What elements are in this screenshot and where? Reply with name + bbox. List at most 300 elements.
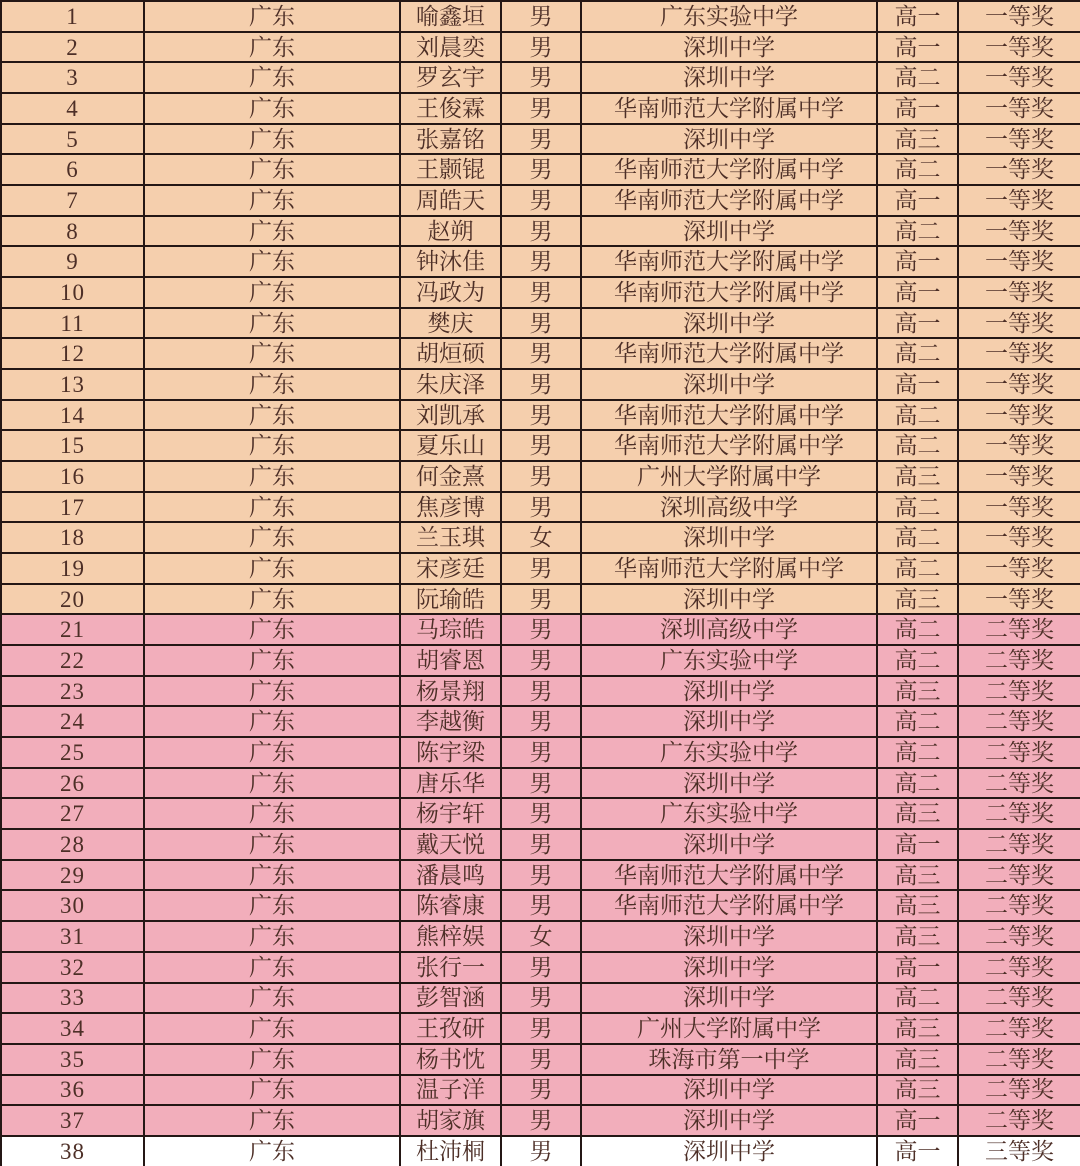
cell-student-name: 喻鑫垣	[400, 1, 501, 32]
cell-grade: 高三	[877, 798, 958, 829]
cell-grade: 高二	[877, 614, 958, 645]
cell-province: 广东	[144, 32, 400, 63]
cell-grade: 高三	[877, 461, 958, 492]
cell-award: 二等奖	[958, 952, 1080, 983]
table-row	[1, 338, 1080, 369]
cell-rank: 19	[1, 553, 144, 584]
cell-rank: 20	[1, 584, 144, 615]
cell-grade: 高二	[877, 62, 958, 93]
cell-gender: 女	[501, 921, 581, 952]
cell-rank: 38	[1, 1136, 144, 1166]
cell-school: 华南师范大学附属中学	[581, 277, 877, 308]
cell-province: 广东	[144, 584, 400, 615]
cell-rank: 1	[1, 1, 144, 32]
cell-province: 广东	[144, 706, 400, 737]
cell-student-name: 焦彦博	[400, 492, 501, 523]
cell-gender: 男	[501, 737, 581, 768]
cell-rank: 4	[1, 93, 144, 124]
cell-gender: 男	[501, 553, 581, 584]
cell-rank: 8	[1, 216, 144, 247]
table-row	[1, 614, 1080, 645]
cell-school: 深圳中学	[581, 1075, 877, 1106]
table-row	[1, 553, 1080, 584]
cell-school: 华南师范大学附属中学	[581, 553, 877, 584]
cell-province: 广东	[144, 400, 400, 431]
cell-rank: 17	[1, 492, 144, 523]
cell-award: 二等奖	[958, 921, 1080, 952]
cell-award: 一等奖	[958, 1, 1080, 32]
table-row	[1, 246, 1080, 277]
cell-student-name: 钟沐佳	[400, 246, 501, 277]
table-row	[1, 1136, 1080, 1166]
cell-award: 二等奖	[958, 890, 1080, 921]
table-row	[1, 216, 1080, 247]
cell-grade: 高一	[877, 93, 958, 124]
cell-student-name: 陈宇梁	[400, 737, 501, 768]
cell-province: 广东	[144, 369, 400, 400]
cell-award: 二等奖	[958, 1075, 1080, 1106]
cell-grade: 高一	[877, 32, 958, 63]
cell-grade: 高三	[877, 1075, 958, 1106]
cell-award: 二等奖	[958, 860, 1080, 891]
cell-gender: 男	[501, 890, 581, 921]
table-row	[1, 829, 1080, 860]
cell-province: 广东	[144, 645, 400, 676]
cell-school: 华南师范大学附属中学	[581, 185, 877, 216]
cell-province: 广东	[144, 890, 400, 921]
cell-award: 二等奖	[958, 737, 1080, 768]
cell-student-name: 周皓天	[400, 185, 501, 216]
cell-grade: 高二	[877, 216, 958, 247]
cell-grade: 高一	[877, 246, 958, 277]
cell-school: 深圳高级中学	[581, 614, 877, 645]
cell-grade: 高一	[877, 952, 958, 983]
cell-rank: 35	[1, 1044, 144, 1075]
cell-province: 广东	[144, 277, 400, 308]
cell-rank: 22	[1, 645, 144, 676]
table-row	[1, 860, 1080, 891]
cell-award: 一等奖	[958, 93, 1080, 124]
cell-grade: 高二	[877, 768, 958, 799]
cell-province: 广东	[144, 154, 400, 185]
cell-grade: 高二	[877, 338, 958, 369]
cell-grade: 高二	[877, 430, 958, 461]
cell-gender: 男	[501, 676, 581, 707]
cell-school: 深圳中学	[581, 768, 877, 799]
cell-gender: 男	[501, 185, 581, 216]
cell-rank: 18	[1, 522, 144, 553]
award-table-body	[1, 1, 1080, 1166]
cell-school: 广州大学附属中学	[581, 461, 877, 492]
cell-school: 深圳中学	[581, 522, 877, 553]
cell-student-name: 樊庆	[400, 308, 501, 339]
cell-student-name: 温子洋	[400, 1075, 501, 1106]
cell-school: 深圳中学	[581, 952, 877, 983]
cell-grade: 高一	[877, 1105, 958, 1136]
cell-student-name: 刘凯承	[400, 400, 501, 431]
cell-grade: 高二	[877, 706, 958, 737]
cell-student-name: 杨宇轩	[400, 798, 501, 829]
cell-school: 深圳中学	[581, 983, 877, 1014]
cell-award: 二等奖	[958, 1044, 1080, 1075]
cell-student-name: 阮瑜皓	[400, 584, 501, 615]
cell-rank: 33	[1, 983, 144, 1014]
cell-province: 广东	[144, 829, 400, 860]
cell-province: 广东	[144, 216, 400, 247]
cell-award: 二等奖	[958, 829, 1080, 860]
cell-grade: 高二	[877, 154, 958, 185]
cell-student-name: 王颢锟	[400, 154, 501, 185]
cell-school: 深圳中学	[581, 308, 877, 339]
cell-rank: 36	[1, 1075, 144, 1106]
cell-award: 一等奖	[958, 430, 1080, 461]
cell-gender: 男	[501, 1044, 581, 1075]
cell-province: 广东	[144, 185, 400, 216]
table-row	[1, 400, 1080, 431]
cell-province: 广东	[144, 62, 400, 93]
cell-gender: 男	[501, 369, 581, 400]
cell-gender: 男	[501, 338, 581, 369]
table-row	[1, 1075, 1080, 1106]
cell-grade: 高二	[877, 522, 958, 553]
cell-student-name: 胡烜硕	[400, 338, 501, 369]
cell-award: 一等奖	[958, 492, 1080, 523]
cell-award: 二等奖	[958, 706, 1080, 737]
cell-rank: 3	[1, 62, 144, 93]
cell-student-name: 朱庆泽	[400, 369, 501, 400]
cell-award: 二等奖	[958, 645, 1080, 676]
cell-grade: 高三	[877, 124, 958, 155]
table-row	[1, 154, 1080, 185]
cell-grade: 高二	[877, 645, 958, 676]
cell-student-name: 熊梓娱	[400, 921, 501, 952]
cell-award: 一等奖	[958, 522, 1080, 553]
cell-student-name: 冯政为	[400, 277, 501, 308]
cell-rank: 28	[1, 829, 144, 860]
cell-student-name: 杨书忱	[400, 1044, 501, 1075]
cell-gender: 男	[501, 277, 581, 308]
cell-award: 一等奖	[958, 32, 1080, 63]
cell-province: 广东	[144, 614, 400, 645]
cell-grade: 高三	[877, 921, 958, 952]
cell-rank: 2	[1, 32, 144, 63]
cell-school: 华南师范大学附属中学	[581, 246, 877, 277]
table-row	[1, 952, 1080, 983]
cell-gender: 男	[501, 983, 581, 1014]
cell-school: 深圳中学	[581, 829, 877, 860]
cell-school: 深圳中学	[581, 32, 877, 63]
table-row	[1, 124, 1080, 155]
cell-award: 一等奖	[958, 369, 1080, 400]
cell-province: 广东	[144, 921, 400, 952]
table-row	[1, 430, 1080, 461]
table-row	[1, 369, 1080, 400]
cell-province: 广东	[144, 430, 400, 461]
table-row	[1, 1013, 1080, 1044]
cell-school: 广东实验中学	[581, 1, 877, 32]
table-row	[1, 308, 1080, 339]
cell-rank: 25	[1, 737, 144, 768]
table-row	[1, 584, 1080, 615]
cell-award: 二等奖	[958, 1013, 1080, 1044]
table-row	[1, 93, 1080, 124]
cell-province: 广东	[144, 308, 400, 339]
cell-school: 广州大学附属中学	[581, 1013, 877, 1044]
cell-province: 广东	[144, 983, 400, 1014]
cell-student-name: 夏乐山	[400, 430, 501, 461]
cell-rank: 11	[1, 308, 144, 339]
cell-award: 二等奖	[958, 1105, 1080, 1136]
cell-school: 华南师范大学附属中学	[581, 93, 877, 124]
cell-gender: 男	[501, 62, 581, 93]
cell-award: 二等奖	[958, 983, 1080, 1014]
cell-rank: 32	[1, 952, 144, 983]
cell-grade: 高二	[877, 983, 958, 1014]
cell-gender: 男	[501, 1136, 581, 1166]
cell-province: 广东	[144, 798, 400, 829]
table-row	[1, 32, 1080, 63]
cell-school: 华南师范大学附属中学	[581, 400, 877, 431]
cell-student-name: 马琮皓	[400, 614, 501, 645]
cell-gender: 男	[501, 829, 581, 860]
cell-award: 一等奖	[958, 246, 1080, 277]
cell-rank: 31	[1, 921, 144, 952]
cell-gender: 男	[501, 400, 581, 431]
cell-school: 华南师范大学附属中学	[581, 154, 877, 185]
cell-student-name: 宋彦廷	[400, 553, 501, 584]
cell-grade: 高三	[877, 1013, 958, 1044]
cell-province: 广东	[144, 93, 400, 124]
cell-award: 一等奖	[958, 553, 1080, 584]
cell-province: 广东	[144, 1075, 400, 1106]
cell-school: 深圳中学	[581, 706, 877, 737]
cell-rank: 24	[1, 706, 144, 737]
cell-province: 广东	[144, 1136, 400, 1166]
cell-grade: 高三	[877, 584, 958, 615]
cell-grade: 高一	[877, 829, 958, 860]
cell-province: 广东	[144, 522, 400, 553]
cell-gender: 男	[501, 706, 581, 737]
table-row	[1, 461, 1080, 492]
cell-student-name: 潘晨鸣	[400, 860, 501, 891]
cell-gender: 男	[501, 798, 581, 829]
cell-rank: 29	[1, 860, 144, 891]
cell-gender: 男	[501, 216, 581, 247]
cell-student-name: 戴天悦	[400, 829, 501, 860]
cell-gender: 男	[501, 645, 581, 676]
cell-rank: 12	[1, 338, 144, 369]
cell-award: 一等奖	[958, 185, 1080, 216]
cell-gender: 男	[501, 1, 581, 32]
cell-province: 广东	[144, 768, 400, 799]
cell-student-name: 何金熹	[400, 461, 501, 492]
cell-province: 广东	[144, 676, 400, 707]
cell-gender: 男	[501, 1075, 581, 1106]
cell-student-name: 兰玉琪	[400, 522, 501, 553]
cell-rank: 26	[1, 768, 144, 799]
cell-rank: 7	[1, 185, 144, 216]
cell-award: 一等奖	[958, 338, 1080, 369]
table-row	[1, 921, 1080, 952]
cell-rank: 10	[1, 277, 144, 308]
cell-grade: 高二	[877, 553, 958, 584]
cell-gender: 男	[501, 32, 581, 63]
cell-gender: 女	[501, 522, 581, 553]
cell-province: 广东	[144, 338, 400, 369]
cell-student-name: 王孜研	[400, 1013, 501, 1044]
cell-gender: 男	[501, 952, 581, 983]
cell-grade: 高一	[877, 1136, 958, 1166]
table-row	[1, 522, 1080, 553]
cell-award: 二等奖	[958, 798, 1080, 829]
table-row	[1, 185, 1080, 216]
cell-rank: 15	[1, 430, 144, 461]
cell-student-name: 赵朔	[400, 216, 501, 247]
cell-student-name: 李越衡	[400, 706, 501, 737]
cell-rank: 21	[1, 614, 144, 645]
cell-rank: 9	[1, 246, 144, 277]
cell-student-name: 张嘉铭	[400, 124, 501, 155]
table-row	[1, 492, 1080, 523]
cell-grade: 高一	[877, 1, 958, 32]
cell-gender: 男	[501, 1105, 581, 1136]
table-row	[1, 277, 1080, 308]
cell-province: 广东	[144, 492, 400, 523]
table-row	[1, 798, 1080, 829]
cell-province: 广东	[144, 461, 400, 492]
table-row	[1, 768, 1080, 799]
cell-school: 珠海市第一中学	[581, 1044, 877, 1075]
cell-grade: 高二	[877, 400, 958, 431]
cell-student-name: 胡睿恩	[400, 645, 501, 676]
cell-rank: 6	[1, 154, 144, 185]
cell-grade: 高一	[877, 308, 958, 339]
cell-gender: 男	[501, 154, 581, 185]
cell-student-name: 唐乐华	[400, 768, 501, 799]
cell-award: 一等奖	[958, 584, 1080, 615]
cell-gender: 男	[501, 492, 581, 523]
table-row	[1, 1105, 1080, 1136]
cell-award: 一等奖	[958, 308, 1080, 339]
cell-province: 广东	[144, 1044, 400, 1075]
cell-school: 深圳高级中学	[581, 492, 877, 523]
cell-student-name: 罗玄宇	[400, 62, 501, 93]
cell-student-name: 张行一	[400, 952, 501, 983]
cell-award: 一等奖	[958, 400, 1080, 431]
cell-grade: 高一	[877, 369, 958, 400]
table-row	[1, 62, 1080, 93]
cell-rank: 14	[1, 400, 144, 431]
cell-gender: 男	[501, 584, 581, 615]
table-row	[1, 706, 1080, 737]
cell-award: 一等奖	[958, 62, 1080, 93]
table-row	[1, 737, 1080, 768]
cell-school: 深圳中学	[581, 216, 877, 247]
cell-province: 广东	[144, 860, 400, 891]
cell-student-name: 刘晨奕	[400, 32, 501, 63]
cell-student-name: 王俊霖	[400, 93, 501, 124]
cell-gender: 男	[501, 768, 581, 799]
cell-grade: 高二	[877, 737, 958, 768]
cell-award: 一等奖	[958, 216, 1080, 247]
cell-gender: 男	[501, 430, 581, 461]
cell-province: 广东	[144, 246, 400, 277]
cell-school: 深圳中学	[581, 584, 877, 615]
cell-rank: 30	[1, 890, 144, 921]
cell-student-name: 杜沛桐	[400, 1136, 501, 1166]
table-row	[1, 676, 1080, 707]
cell-student-name: 彭智涵	[400, 983, 501, 1014]
cell-gender: 男	[501, 308, 581, 339]
cell-rank: 23	[1, 676, 144, 707]
cell-grade: 高二	[877, 492, 958, 523]
cell-rank: 27	[1, 798, 144, 829]
cell-gender: 男	[501, 614, 581, 645]
cell-school: 深圳中学	[581, 1105, 877, 1136]
cell-award: 二等奖	[958, 614, 1080, 645]
cell-school: 华南师范大学附属中学	[581, 338, 877, 369]
cell-student-name: 杨景翔	[400, 676, 501, 707]
cell-school: 深圳中学	[581, 921, 877, 952]
cell-award: 一等奖	[958, 124, 1080, 155]
cell-award: 二等奖	[958, 768, 1080, 799]
cell-gender: 男	[501, 124, 581, 155]
cell-school: 深圳中学	[581, 62, 877, 93]
cell-award: 二等奖	[958, 676, 1080, 707]
cell-grade: 高三	[877, 890, 958, 921]
cell-province: 广东	[144, 1105, 400, 1136]
cell-award: 一等奖	[958, 277, 1080, 308]
table-row	[1, 1044, 1080, 1075]
table-row	[1, 983, 1080, 1014]
cell-school: 广东实验中学	[581, 737, 877, 768]
cell-grade: 高一	[877, 277, 958, 308]
cell-school: 华南师范大学附属中学	[581, 890, 877, 921]
cell-rank: 16	[1, 461, 144, 492]
cell-award: 三等奖	[958, 1136, 1080, 1166]
cell-grade: 高三	[877, 1044, 958, 1075]
table-row	[1, 1, 1080, 32]
cell-grade: 高三	[877, 860, 958, 891]
cell-gender: 男	[501, 93, 581, 124]
cell-province: 广东	[144, 737, 400, 768]
cell-gender: 男	[501, 461, 581, 492]
table-row	[1, 645, 1080, 676]
cell-school: 深圳中学	[581, 369, 877, 400]
cell-student-name: 陈睿康	[400, 890, 501, 921]
cell-gender: 男	[501, 1013, 581, 1044]
cell-school: 华南师范大学附属中学	[581, 860, 877, 891]
cell-province: 广东	[144, 1, 400, 32]
cell-award: 一等奖	[958, 154, 1080, 185]
cell-gender: 男	[501, 246, 581, 277]
cell-gender: 男	[501, 860, 581, 891]
cell-province: 广东	[144, 952, 400, 983]
cell-rank: 37	[1, 1105, 144, 1136]
cell-province: 广东	[144, 553, 400, 584]
cell-school: 深圳中学	[581, 1136, 877, 1166]
table-row	[1, 890, 1080, 921]
cell-grade: 高一	[877, 185, 958, 216]
cell-rank: 5	[1, 124, 144, 155]
cell-rank: 34	[1, 1013, 144, 1044]
cell-school: 深圳中学	[581, 124, 877, 155]
cell-school: 深圳中学	[581, 676, 877, 707]
cell-school: 广东实验中学	[581, 645, 877, 676]
cell-rank: 13	[1, 369, 144, 400]
cell-student-name: 胡家旗	[400, 1105, 501, 1136]
cell-award: 一等奖	[958, 461, 1080, 492]
